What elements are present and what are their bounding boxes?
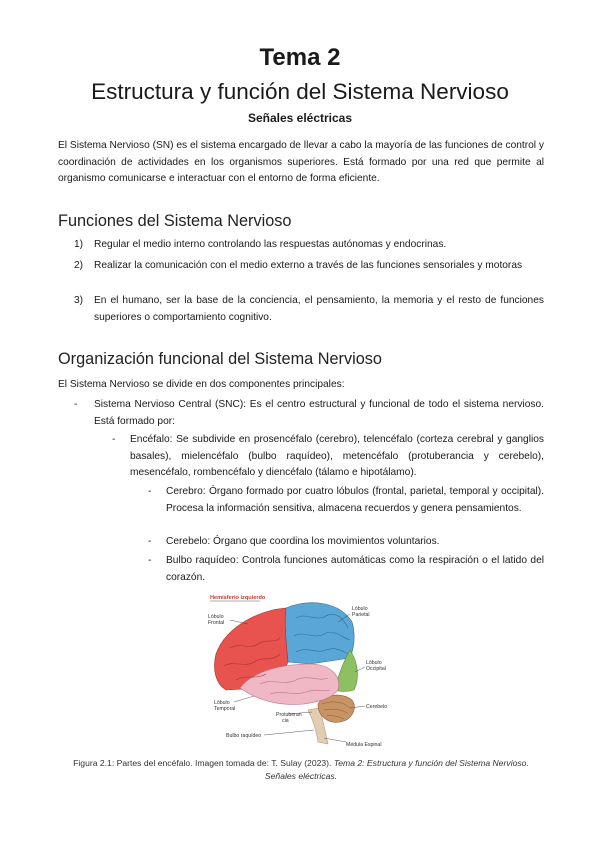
list-text: Realizar la comunicación con el medio externo a través de las funciones sensoriales y motoras bbox=[94, 260, 523, 271]
label-protuberancia-1: Protuberan bbox=[276, 712, 302, 718]
label-lobulo-temporal-2: Temporal bbox=[214, 706, 236, 712]
list-text: Cerebro: Órgano formado por cuatro lóbulos (frontal, parietal, temporal y occipital). Procesa la información sensitiva, almacena recuerdos y genera pensamientos. bbox=[166, 486, 544, 514]
list-text: En el humano, ser la base de la conciencia, el pensamiento, la memoria y el resto de funciones superiores o comportamiento cognitivo. bbox=[94, 295, 544, 323]
label-lobulo-frontal-2: Frontal bbox=[208, 620, 225, 626]
dash-bullet: - bbox=[74, 399, 78, 410]
label-cerebelo: Cerebelo bbox=[366, 704, 388, 710]
list-item-bulbo bbox=[148, 553, 544, 586]
list-item-cerebelo bbox=[148, 534, 544, 551]
page-subtitle: Señales eléctricas bbox=[247, 111, 353, 125]
page-title: Estructura y función del Sistema Nervioso bbox=[91, 79, 509, 104]
dash-bullet: - bbox=[148, 555, 152, 566]
list-item-snc bbox=[74, 397, 544, 430]
list-number: 3) bbox=[74, 295, 84, 306]
dash-bullet: - bbox=[112, 434, 116, 445]
label-lobulo-parietal-1: Lóbulo bbox=[352, 606, 368, 612]
label-lobulo-frontal-1: Lóbulo bbox=[208, 614, 224, 620]
label-bulbo: Bulbo raquídeo bbox=[226, 733, 262, 739]
label-lobulo-occipital-1: Lóbulo bbox=[366, 660, 382, 666]
caption-text: Figura 2.1: Partes del encéfalo. Imagen tomada de: T. Sulay (2023). bbox=[73, 758, 334, 768]
brain-figure bbox=[200, 592, 402, 750]
list-text: Sistema Nervioso Central (SNC): Es el centro estructural y funcional de todo el sistema nervioso. Está formado por: bbox=[94, 399, 544, 427]
parietal-lobe-shape bbox=[285, 603, 354, 664]
list-item-encefalo bbox=[112, 432, 544, 482]
list-text: Regular el medio interno controlando las respuestas autónomas y endocrinas. bbox=[94, 239, 447, 250]
list-text: Encéfalo: Se subdivide en prosencéfalo (cerebro), telencéfalo (corteza cerebral y ganglios basales), mielencéfalo (bulbo raquídeo), metencéfalo (protuberancia y cerebelo), mesencéfalo, rombencéfalo y diencéfalo (tálamo e hipotálamo). bbox=[130, 434, 544, 478]
list-number: 1) bbox=[74, 239, 84, 250]
label-medula: Médula Espinal bbox=[346, 742, 382, 748]
list-item bbox=[58, 237, 544, 254]
dash-bullet: - bbox=[148, 536, 152, 547]
label-lobulo-parietal-2: Parietal bbox=[352, 612, 370, 618]
intro-paragraph: El Sistema Nervioso (SN) es el sistema encargado de llevar a cabo la mayoría de las funciones de control y coordinación de actividades en los organismos superiores. Está formado por una red que permite al organismo comunicarse e interactuar con el entorno de forma eficiente. bbox=[58, 140, 544, 184]
topic-number: Tema 2 bbox=[259, 44, 341, 71]
list-item bbox=[58, 258, 544, 275]
list-text: Bulbo raquídeo: Controla funciones automáticas como la respiración o el latido del corazón. bbox=[166, 555, 544, 583]
list-item bbox=[58, 293, 544, 326]
caption-italic-text: Tema 2: Estructura y función del Sistema Nervioso. Señales eléctricas. bbox=[264, 758, 529, 781]
figure-caption bbox=[58, 757, 544, 783]
list-item-cerebro bbox=[148, 484, 544, 517]
label-lobulo-occipital-2: Occipital bbox=[366, 666, 386, 672]
label-lobulo-temporal-1: Lóbulo bbox=[214, 700, 230, 706]
list-number: 2) bbox=[74, 260, 84, 271]
list-text: Cerebelo: Órgano que coordina los movimientos voluntarios. bbox=[166, 536, 440, 547]
dash-bullet: - bbox=[148, 486, 152, 497]
section-heading-funciones: Funciones del Sistema Nervioso bbox=[58, 212, 292, 230]
section-heading-organizacion: Organización funcional del Sistema Nervioso bbox=[58, 350, 382, 368]
label-hemisferio: Hemisferio izquierdo bbox=[210, 595, 266, 601]
organizacion-intro: El Sistema Nervioso se divide en dos componentes principales: bbox=[58, 379, 345, 390]
label-protuberancia-2: cia bbox=[282, 718, 289, 724]
